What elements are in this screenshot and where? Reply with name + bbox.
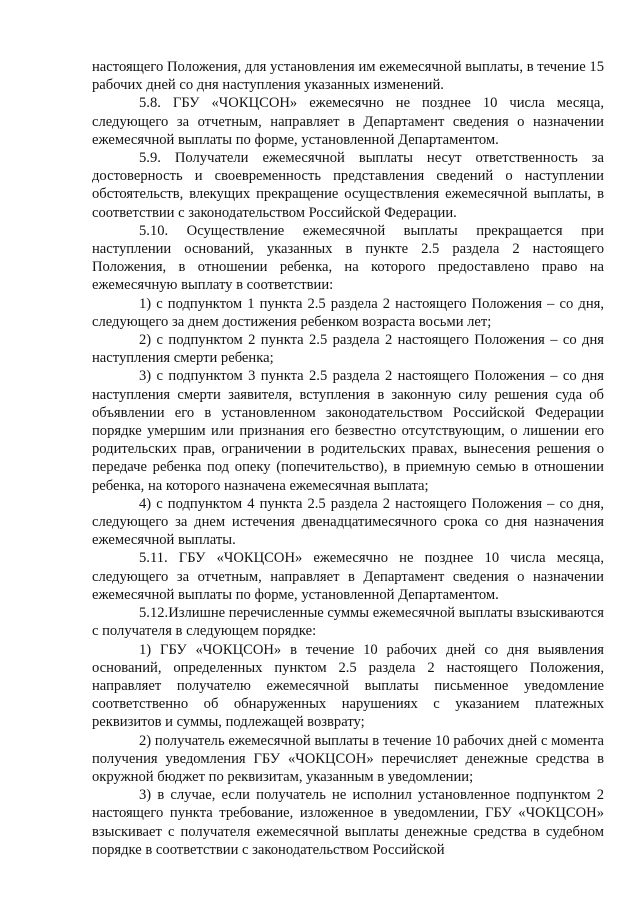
paragraph-5-12-item-1: 1) ГБУ «ЧОКЦСОН» в течение 10 рабочих дней со дня выявления оснований, определенных пунктом 2.5 раздела 2 настоящего Положения, направляет получателю ежемесячной выплаты письменное уведомление соответственно об обнаруженных нарушениях с указанием платежных реквизитов и суммы, подлежащей возврату; [92,641,604,731]
paragraph-5-8: 5.8. ГБУ «ЧОКЦСОН» ежемесячно не позднее 10 числа месяца, следующего за отчетным, направляет в Департамент сведения о назначении ежемесячной выплаты по форме, установленной Департаментом. [92,95,604,148]
paragraph-5-11: 5.11. ГБУ «ЧОКЦСОН» ежемесячно не позднее 10 числа месяца, следующего за отчетным, направляет в Департамент сведения о назначении ежемесячной выплаты по форме, установленной Департаментом. [92,550,604,603]
paragraph-continuation: настоящего Положения, для установления им ежемесячной выплаты, в течение 15 рабочих дней со дня наступления указанных изменений. [92,59,604,94]
paragraph-5-12-item-3: 3) в случае, если получатель не исполнил установленное подпунктом 2 настоящего пункта требование, изложенное в уведомлении, ГБУ «ЧОКЦСОН» взыскивает с получателя ежемесячной выплаты денежные средства в судебном порядке в соответствии с законодательством Российской [92,787,604,858]
paragraph-5-12-item-2: 2) получатель ежемесячной выплаты в течение 10 рабочих дней с момента получения уведомления ГБУ «ЧОКЦСОН» перечисляет денежные средства в окружной бюджет по реквизитам, указанным в уведомлении; [92,732,604,785]
paragraph-5-12: 5.12.Излишне перечисленные суммы ежемесячной выплаты взыскиваются с получателя в следующем порядке: [92,605,604,640]
paragraph-5-10-item-1: 1) с подпунктом 1 пункта 2.5 раздела 2 настоящего Положения – со дня, следующего за днем достижения ребенком возраста восьми лет; [92,295,604,330]
paragraph-5-10-item-4: 4) с подпунктом 4 пункта 2.5 раздела 2 настоящего Положения – со дня, следующего за днем истечения двенадцатимесячного срока со дня назначения ежемесячной выплаты. [92,495,604,549]
paragraph-5-10-item-3: 3) с подпунктом 3 пункта 2.5 раздела 2 настоящего Положения – со дня наступления смерти заявителя, вступления в законную силу решения суда об объявлении его в установленном законодательством Российской Федерации порядке умершим или признания его безвестно отсутствующим, о лишении его родительских прав, ограничении в родительских правах, вынесения решения о передаче ребенка под опеку (попечительство), в приемную семью в отношении ребенка, на которого назначена ежемесячная выплата; [92,368,604,494]
paragraph-5-10: 5.10. Осуществление ежемесячной выплаты прекращается при наступлении оснований, указанных в пункте 2.5 раздела 2 настоящего Положения, в отношении ребенка, на которого предоставлено право на ежемесячную выплату в соответствии: [92,222,604,294]
paragraph-5-10-item-2: 2) с подпунктом 2 пункта 2.5 раздела 2 настоящего Положения – со дня наступления смерти ребенка; [92,332,604,367]
paragraph-5-9: 5.9. Получатели ежемесячной выплаты несут ответственность за достоверность и своевременность представления сведений о наступлении обстоятельств, влекущих прекращение осуществления ежемесячной выплаты, в соответствии с законодательством Российской Федерации. [92,150,604,221]
